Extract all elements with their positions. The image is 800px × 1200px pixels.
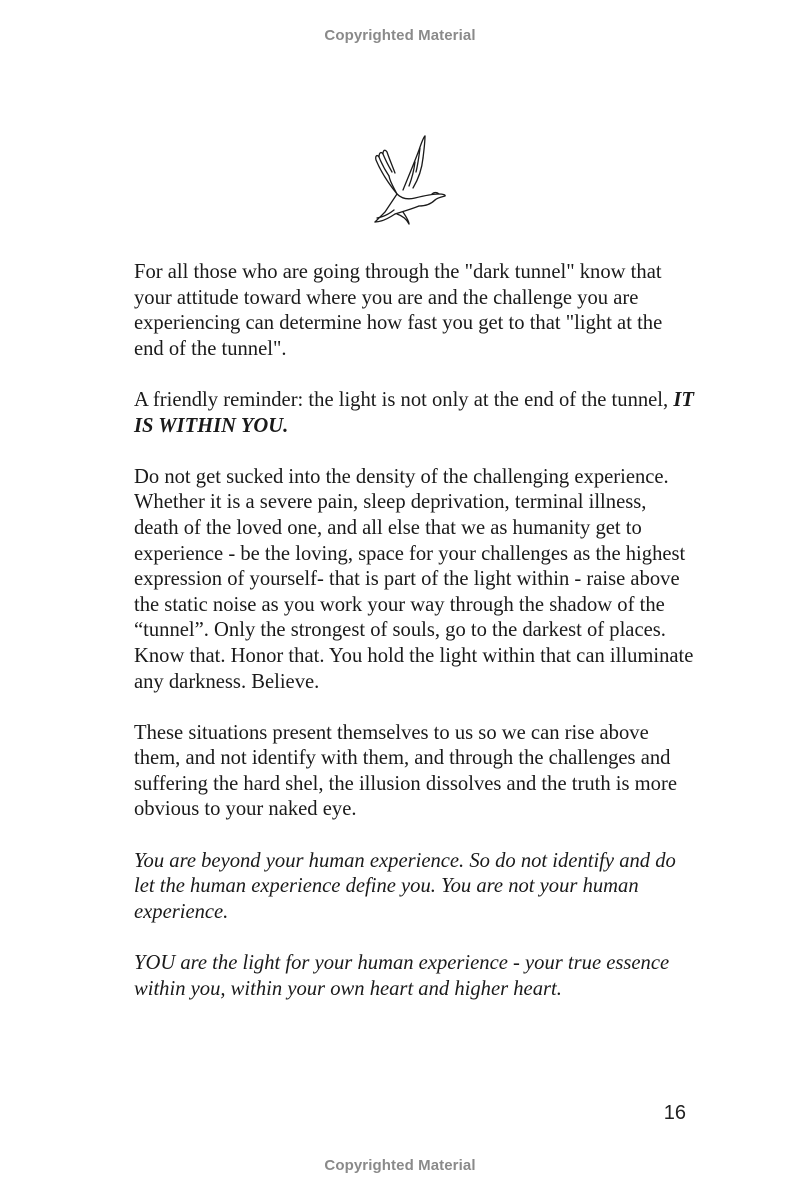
paragraph-2-emphasis: IT IS WITHIN YOU. xyxy=(134,388,694,437)
paragraph-2 xyxy=(134,388,694,439)
paragraph-4: These situations present themselves to us so we can rise above them, and not identify with them, and through the challenges and suffering the hard shel, the illusion dissolves and the truth is more obvious to your naked eye. xyxy=(134,721,677,821)
watermark-top: Copyrighted Material xyxy=(324,27,476,44)
watermark-bottom: Copyrighted Material xyxy=(324,1157,476,1174)
paragraph-6: YOU are the light for your human experience - your true essence within you, within your own heart and higher heart. xyxy=(134,952,670,1000)
page-number: 16 xyxy=(663,1102,686,1124)
paragraph-5: You are beyond your human experience. So do not identify and do let the human experience define you. You are not your human experience. xyxy=(134,849,676,923)
dove-icon xyxy=(367,132,449,228)
paragraph-2-lead: A friendly reminder: the light is not only at the end of the tunnel, xyxy=(134,388,674,411)
paragraph-1: For all those who are going through the "dark tunnel" know that your attitude toward where you are and the challenge you are experiencing can determine how fast you get to that "light at the end of the tunnel". xyxy=(134,261,663,360)
body-text xyxy=(134,260,694,1028)
paragraph-3: Do not get sucked into the density of the challenging experience. Whether it is a severe pain, sleep deprivation, terminal illness, death of the loved one, and all else that we as humanity get to experience - be the loving, space for your challenges as the highest expression of yourself- that is part of the light within - raise above the static noise as you work your way through the shadow of the “tunnel”. Only the strongest of souls, go to the darkest of places. Know that. Honor that. You hold the light within that can illuminate any darkness. Believe. xyxy=(134,465,694,693)
